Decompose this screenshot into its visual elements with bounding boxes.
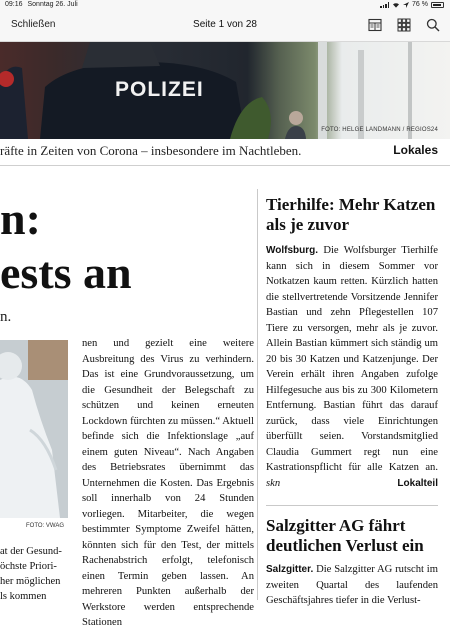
article-divider [266,505,438,506]
status-date: Sonntag 26. Juli [27,1,78,8]
text-line: her möglichen [0,576,61,587]
article-tierhilfe[interactable] [266,195,438,491]
section-label[interactable]: Lokales [393,143,438,157]
salzgitter-text: Die Salzgitter AG rutscht im zweiten Quartal des laufenden Geschäftsjahres tiefer in die Verlust- [266,564,438,606]
salzgitter-body [266,562,438,609]
protective-suit-illustration [0,340,68,518]
police-photo[interactable] [0,42,450,139]
battery-percent: 76 % [412,1,428,8]
page-layout-icon[interactable] [368,18,382,32]
page-indicator: Seite 1 von 28 [193,19,257,30]
salzgitter-headline[interactable]: Salzgitter AG fährt deutlichen Verlust ein [266,516,424,555]
status-time: 09:16 [5,1,23,8]
battery-icon [431,2,444,8]
reader-toolbar [0,10,450,42]
teaser-text[interactable]: räfte in Zeiten von Corona – insbesondere im Nachtleben. [0,143,302,158]
close-button[interactable]: Schließen [11,19,56,30]
section-reference[interactable]: Lokalteil [397,477,438,489]
lab-worker-photo[interactable] [0,340,68,518]
teaser-strip [0,140,450,166]
tierhilfe-body [266,243,438,491]
article-salzgitter[interactable] [266,516,438,609]
cellular-signal-icon [380,2,389,8]
tierhilfe-headline[interactable]: Tierhilfe: Mehr Katzen als je zuvor [266,195,436,234]
dateline: Salzgitter. [266,564,314,575]
text-line: at der Gesund- [0,546,62,557]
author-initials: skn [266,477,281,489]
location-icon [403,2,409,8]
grid-view-icon[interactable] [397,18,411,32]
photo-credit-vw: FOTO: VWAG [26,523,65,529]
column-divider [257,189,258,600]
status-bar [0,0,450,10]
wifi-icon [392,2,400,8]
search-icon[interactable] [426,18,440,32]
main-story-left-column [0,544,70,604]
main-subheadline: n. [0,309,12,325]
tierhilfe-text: Die Wolfsburger Tierhilfe kann sich in diesem Sommer vor Notkatzen kaum retten. Kürzlich hatten die stellvertretende Vorsitzende Jennifer Bastian und zehn Pflegestellen 107 Tiere zu versorgen, mehr als je zuvor. Allein Bastian kümmert sich ständig um 20 bis 30 Katzen und Katzenjunge. Der Verein erhält ihren Angaben zufolge Hilfegesuche aus bis zu 300 Kilometern Entfernung. Bastian führt das darauf zurück, dass viele Einrichtungen überfüllt seien. Vorstandsmitglied Claudia Gummert regt nun eine Kastrationspflicht für alle Katzen an. [266,245,438,473]
main-headline-line-1[interactable]: n: [0,193,41,244]
polizei-sign: POLIZEI [115,78,204,101]
main-headline-line-2[interactable]: ests an [0,247,132,298]
dateline: Wolfsburg. [266,245,319,256]
text-line: öchste Priori- [0,561,57,572]
police-officers-illustration [0,42,450,139]
main-story-body: nen und gezielt eine weitere Ausbreitung des Virus zu verhindern. Das ist eine Grundvoraussetzung, um die Gesundheit der Belegschaft zu schützen und keinen erneuten Lockdown fürchten zu müssen.“ Aktuell befinde sich die Infektionslage „auf einem guten Niveau“. Nach Angaben des Betriebsrates übernimmt das Unternehmen die Kosten. Das Ergebnis soll innerhalb von 24 Stunden vorliegen. Mitarbeiter, die wegen bestimmter Symptome Zweifel hätten, könnten sich für den Test, der mittels Rachenabstrich erfolgt, telefonisch einen Termin geben lassen. An mehreren Punkten außerhalb der Werkstore werden entsprechende Stationen [82,338,254,628]
photo-credit: FOTO: HELGE LANDMANN / REGIOS24 [321,127,438,133]
text-line: ls kommen [0,591,47,602]
